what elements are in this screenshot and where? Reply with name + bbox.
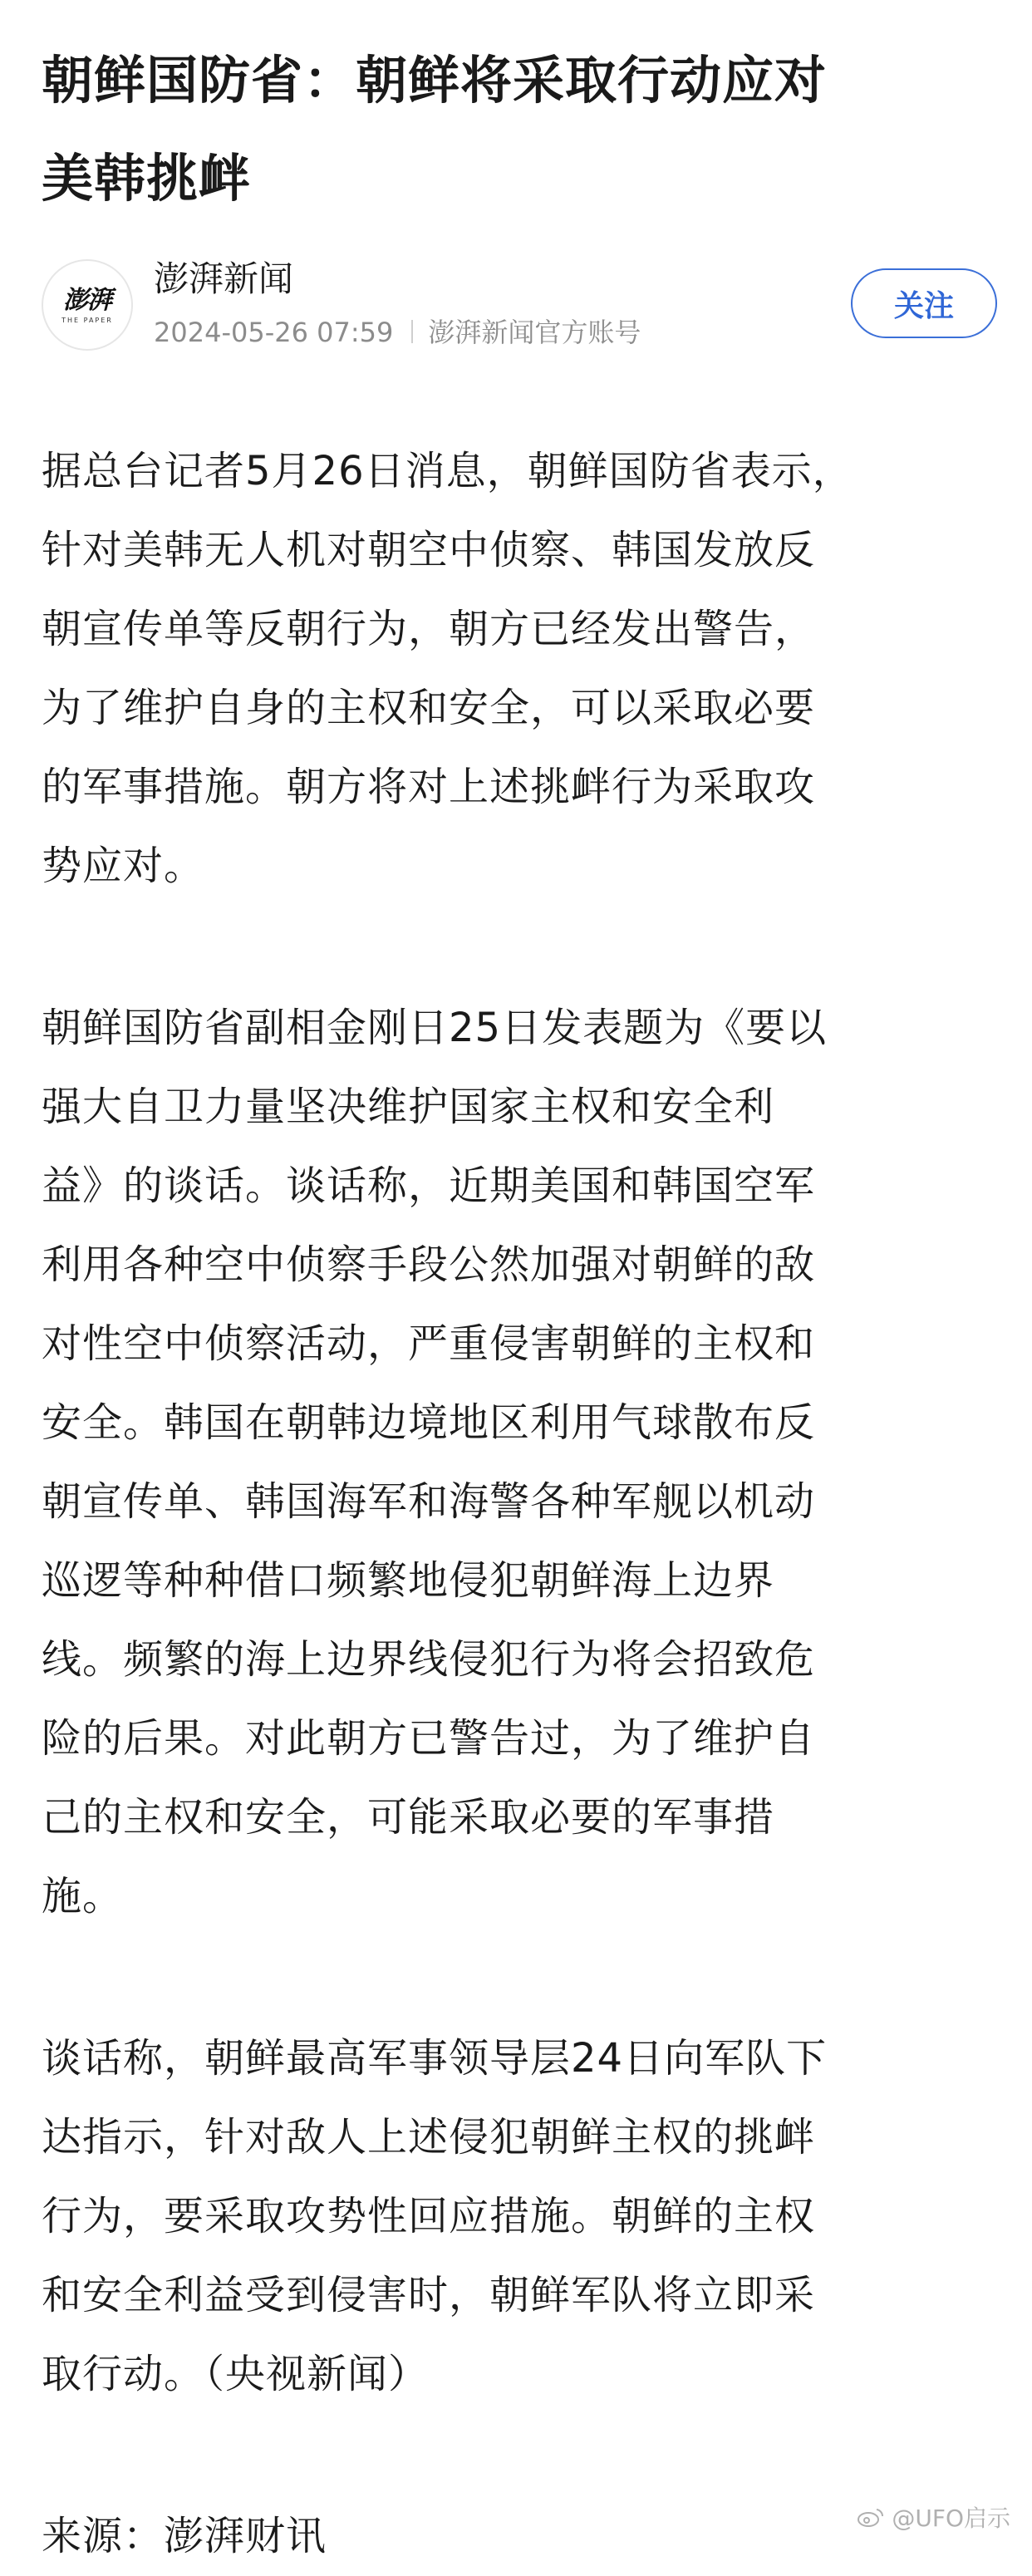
article-paragraph: 据总台记者5月26日消息，朝鲜国防省表示， 针对美韩无人机对朝空中侦察、韩国发放反 朝宣传单等反朝行为，朝方已经发出警告， 为了维护自身的主权和安全，可以采取必要 的军事措施。朝方将对上述挑衅行为采取攻 势应对。 <box>42 448 853 889</box>
author-name[interactable]: 澎湃新闻 <box>154 258 294 299</box>
author-row <box>42 249 997 366</box>
author-avatar[interactable] <box>42 259 133 351</box>
publish-date: 2024-05-26 07:59 <box>154 317 394 348</box>
weibo-icon <box>857 2506 885 2528</box>
avatar-logo-text: 澎湃 <box>63 285 111 315</box>
article-source: 来源：澎湃财讯 <box>42 2513 327 2559</box>
article-paragraph: 谈话称，朝鲜最高军事领导层24日向军队下 达指示，针对敌人上述侵犯朝鲜主权的挑衅 行为，要采取攻势性回应措施。朝鲜的主权 和安全利益受到侵害时，朝鲜军队将立即采 取行动。（央视新闻） <box>42 2035 828 2397</box>
account-type: 澎湃新闻官方账号 <box>428 317 641 348</box>
avatar-logo-subtext: THE PAPER <box>61 316 113 324</box>
author-meta <box>154 314 641 351</box>
article-body <box>42 432 1014 2576</box>
watermark <box>857 2500 1010 2534</box>
watermark-text: @UFO启示 <box>892 2505 1010 2532</box>
meta-divider <box>411 320 413 343</box>
follow-button[interactable]: 关注 <box>851 268 997 338</box>
article-title: 朝鲜国防省：朝鲜将采取行动应对 美韩挑衅 <box>42 50 828 209</box>
article-paragraph: 朝鲜国防省副相金刚日25日发表题为《要以 强大自卫力量坚决维护国家主权和安全利 益》的谈话。谈话称，近期美国和韩国空军 利用各种空中侦察手段公然加强对朝鲜的敌 对性空中侦察活动，严重侵害朝鲜的主权和 安全。韩国在朝韩边境地区利用气球散布反 朝宣传单、韩国海军和海警各种军舰以机动 巡逻等种种借口频繁地侵犯朝鲜海上边界 线。频繁的海上边界线侵犯行为将会招致危 险的后果。对此朝方已警告过，为了维护自 己的主权和安全，可能采取必要的军事措 施。 <box>42 1005 828 1920</box>
